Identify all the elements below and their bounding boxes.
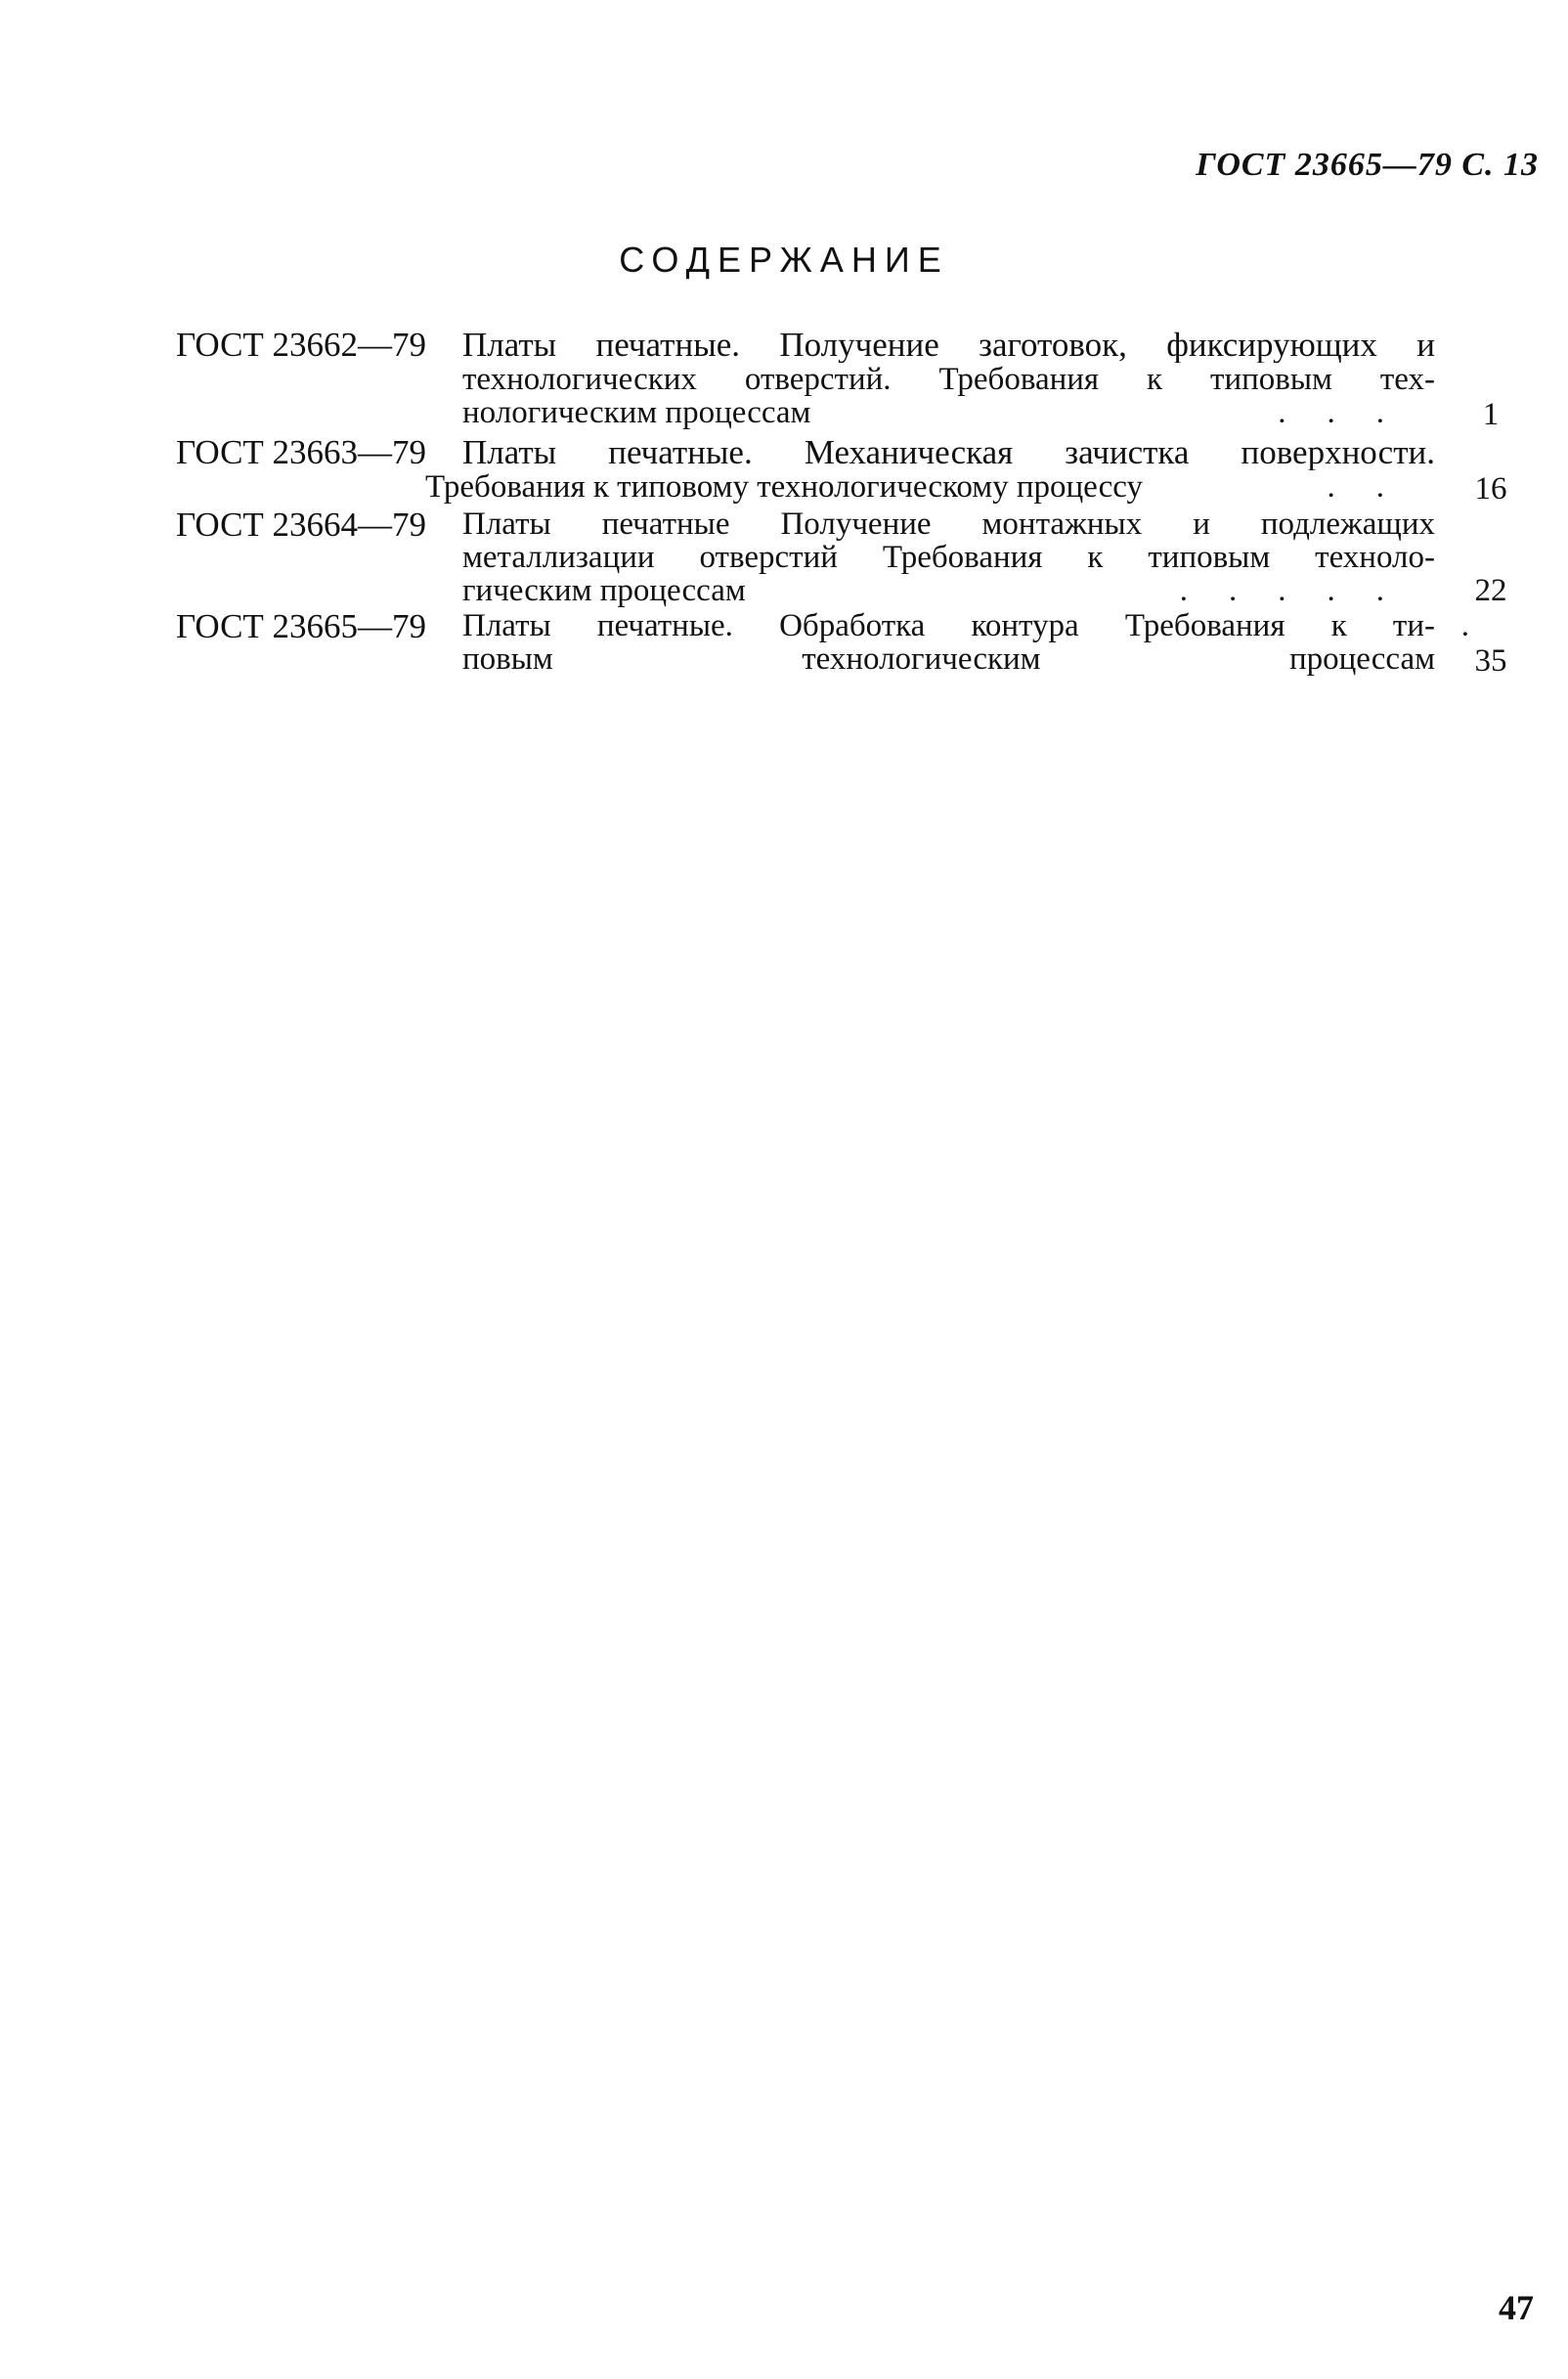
- toc-entry: [176, 507, 1520, 609]
- toc-entry-line: Требования к типовому технологическому процессу ..: [425, 470, 1425, 504]
- toc-entry-page: 1: [1482, 397, 1500, 432]
- table-of-contents: [176, 328, 1520, 680]
- dot-leader: ..: [1327, 470, 1425, 504]
- toc-entry-page: 22: [1474, 573, 1507, 608]
- toc-entry: [176, 328, 1520, 435]
- dot-leader: ...: [1278, 396, 1425, 429]
- page-number: 47: [1499, 2288, 1534, 2327]
- toc-heading: СОДЕРЖАНИЕ: [619, 240, 949, 280]
- toc-entry-page: 35: [1474, 643, 1507, 679]
- toc-entry-line: гическим процессам .....: [462, 574, 1425, 607]
- toc-entry-line: Платы печатные. Получение заготовок, фиксирующих и: [462, 328, 1435, 363]
- toc-entry: [176, 435, 1520, 507]
- toc-entry: [176, 609, 1520, 680]
- toc-entry-line: нологическим процессам ...: [462, 396, 1425, 429]
- toc-entry-line: повым технологическим процессам .: [462, 608, 1510, 676]
- toc-entry-title: [462, 328, 1435, 429]
- running-header: ГОСТ 23665—79 С. 13: [1196, 147, 1539, 183]
- toc-entry-code: ГОСТ 23665—79: [176, 607, 427, 645]
- toc-entry-page: 16: [1474, 471, 1507, 507]
- toc-entry-line: Платы печатные. Механическая зачистка поверхности.: [462, 435, 1435, 470]
- toc-entry-title: [425, 435, 1435, 504]
- toc-entry-code: ГОСТ 23664—79: [176, 506, 427, 544]
- toc-entry-title: [462, 507, 1435, 607]
- toc-entry-code: ГОСТ 23662—79: [176, 326, 427, 364]
- toc-entry-line: Платы печатные. Обработка контура Требования к ти-: [462, 609, 1435, 642]
- toc-entry-line: технологических отверстий. Требования к типовым тех-: [462, 363, 1435, 396]
- toc-entry-line: Платы печатные Получение монтажных и подлежащих: [462, 507, 1435, 541]
- toc-entry-code: ГОСТ 23663—79: [176, 433, 427, 471]
- toc-entry-line: металлизации отверстий Требования к типовым техноло-: [462, 541, 1435, 574]
- dot-leader: .....: [1179, 574, 1425, 607]
